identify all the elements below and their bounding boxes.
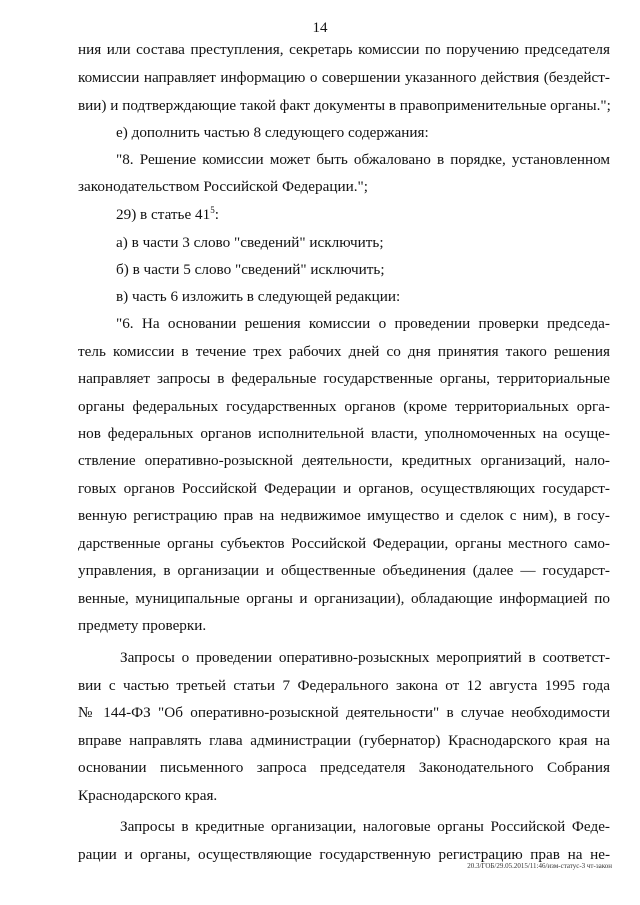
text-line: дарственные органы субъектов Российской Федерации, органы местного само-: [78, 535, 610, 552]
text-line: законодательством Российской Федерации.";: [78, 178, 368, 195]
text-line: "8. Решение комиссии может быть обжаловано в порядке, установленном: [116, 151, 610, 168]
text-line: [116, 205, 610, 225]
article-superscript: 5: [210, 204, 215, 215]
page-number: 14: [312, 20, 328, 36]
text-line: венную регистрацию прав на недвижимое имущество и сделок с ним), в госу-: [78, 507, 610, 524]
text-line: вии) и подтверждающие такой факт документы в правоприменительные органы.";: [78, 97, 611, 114]
footer-code: 20.3/ГОБ/29.05.2015/11:46/изм-статус-3 чт-закон: [467, 862, 612, 870]
text-line: Запросы о проведении оперативно-розыскных мероприятий в соответст-: [120, 649, 610, 666]
text-line: Запросы в кредитные организации, налоговые органы Российской Феде-: [120, 818, 610, 835]
text-line: комиссии направляет информацию о совершении указанного действия (бездейст-: [78, 69, 610, 86]
text-line: управления, в организации и общественные объединения (далее — государст-: [78, 562, 610, 579]
text-line: б) в части 5 слово "сведений" исключить;: [116, 261, 385, 278]
text-line: а) в части 3 слово "сведений" исключить;: [116, 234, 384, 251]
text-line: говых органов Российской Федерации и органов, осуществляющих государст-: [78, 480, 610, 497]
text-line: е) дополнить частью 8 следующего содержания:: [116, 124, 429, 141]
text-line: нов федеральных органов исполнительной власти, уполномоченных на осуще-: [78, 425, 610, 442]
text-line: ния или состава преступления, секретарь комиссии по поручению председателя: [78, 41, 610, 58]
article-ref: 29) в статье 41: [116, 206, 211, 223]
text-line: рации и органы, осуществляющие государственную регистрацию прав на не-: [78, 846, 610, 863]
text-line: ствление оперативно-розыскной деятельности, кредитных организаций, нало-: [78, 452, 610, 469]
text-line: тель комиссии в течение трех рабочих дней со дня принятия такого решения: [78, 343, 610, 360]
text-line: Краснодарского края.: [78, 787, 218, 804]
text-line: предмету проверки.: [78, 617, 207, 634]
text-line: вправе направлять глава администрации (губернатор) Краснодарского края на: [78, 732, 610, 749]
article-colon: :: [214, 206, 219, 223]
text-line: вии с частью третьей статьи 7 Федерального закона от 12 августа 1995 года: [78, 677, 610, 694]
text-line: венные, муниципальные органы и организации), обладающие информацией по: [78, 590, 610, 607]
text-line: направляет запросы в федеральные государственные органы, территориальные: [78, 370, 610, 387]
text-line: "6. На основании решения комиссии о проведении проверки председа-: [116, 315, 610, 332]
text-line: органы федеральных государственных органов (кроме территориальных орга-: [78, 398, 610, 415]
text-line: в) часть 6 изложить в следующей редакции:: [116, 288, 401, 305]
text-line: основании письменного запроса председателя Законодательного Собрания: [78, 759, 610, 776]
text-line: № 144-ФЗ "Об оперативно-розыскной деятельности" в случае необходимости: [78, 704, 610, 721]
